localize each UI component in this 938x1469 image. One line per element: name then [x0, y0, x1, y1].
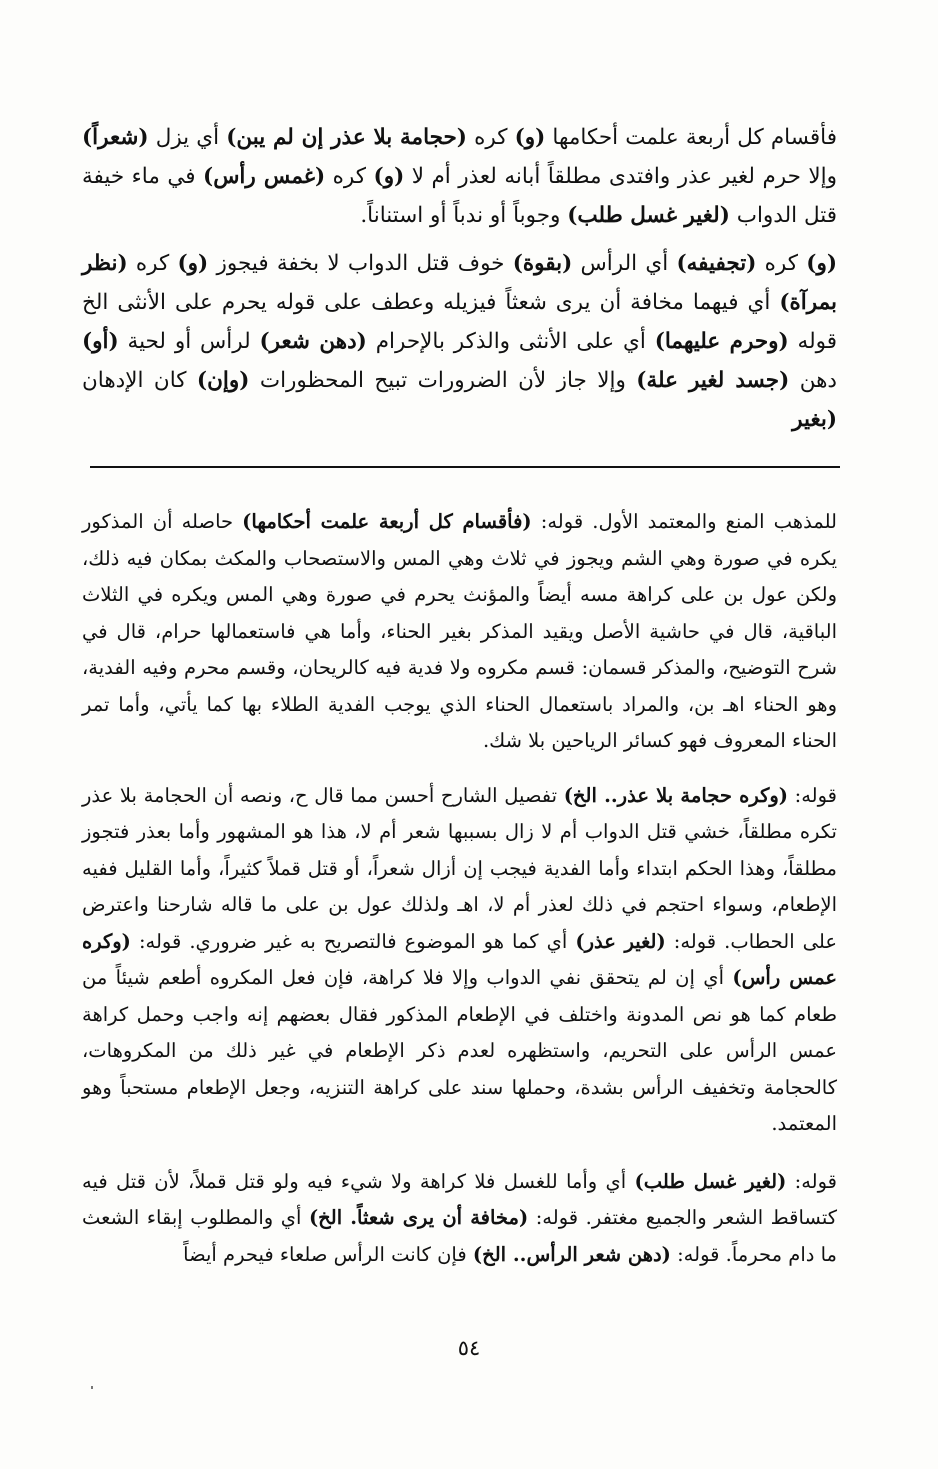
main-text — [82, 118, 837, 439]
bold-quote: (لغير عذر) — [575, 929, 666, 953]
commentary-paragraph-2 — [82, 778, 837, 1143]
text-run: في ماء خيفة قتل الدواب — [82, 164, 837, 228]
text-run: تفصيل الشارح أحسن مما قال ح، ونصه أن الحجامة بلا عذر تكره مطلقاً، خشي قتل الدواب أم لا زال بسببها شعر أم لا، هذا هو المشهور وأما بعذر فتجوز مطلقاً، وهذا الحكم ابتداء وأما الفدية فيجب إن أزال شعراً، أو قتل قملاً كثيراً، وأما القليل ففيه الإطعام، وسواء احتجم في ذلك لعذر أم لا، اهـ ولذلك عول بن على ما قاله شارحنا واعترض على الحطاب. قوله: — [82, 783, 837, 953]
bold-quote: (وإن) — [196, 368, 250, 393]
text-run: فأقسام كل أربعة علمت أحكامها — [545, 125, 837, 150]
text-run: وجوباً أو ندباً أو استناناً. — [360, 203, 568, 228]
text-run: قوله: — [786, 1169, 837, 1193]
bold-quote: (و) — [373, 164, 405, 189]
bold-quote: (و) — [177, 251, 209, 276]
text-run: خوف قتل الدواب لا بخفة فيجوز — [208, 251, 513, 276]
bold-quote: (وكره حجامة بلا عذر.. الخ) — [563, 783, 789, 807]
bold-quote: (نظر بمرآة) — [82, 251, 837, 315]
bold-quote: (و) — [806, 251, 837, 276]
bold-quote: (حجامة بلا عذر إن لم يبن) — [226, 125, 467, 150]
text-run: كره — [127, 251, 178, 276]
text-run: حاصله أن المذكور يكره في صورة وهي الشم ويجوز في ثلاث وهي المس والاستصحاب والمكث بمكان فيه ذلك، ولكن عول بن على كراهة مسه أيضاً والمؤنث يحرم في صورة وهي المس ويكره في الثلاث الباقية، قال في حاشية الأصل ويقيد المذكر بغير الحناء، وأما هي فاستعمالها حرام، قال في شرح التوضيح، والمذكر قسمان: قسم مكروه ولا فدية فيه كالريحان، وقسم محرم وفيه الفدية، وهو الحناء اهـ بن، والمراد باستعمال الحناء الذي يوجب الفدية الطلاء بها كما يأتي، وأما تمر الحناء المعروف فهو كسائر الرياحين بلا شك. — [82, 510, 837, 752]
text-run: للمذهب المنع والمعتمد الأول. قوله: — [531, 510, 837, 533]
bold-quote: (مخافة أن يرى شعثاً. الخ) — [308, 1206, 529, 1229]
text-run: وإلا جاز لأن الضرورات تبيح المحظورات — [249, 368, 637, 393]
bold-quote: (بغير — [792, 407, 837, 432]
text-run: كان الإدهان — [82, 368, 197, 393]
commentary-paragraph-3 — [82, 1164, 837, 1274]
text-run: وإلا حرم لغير عذر وافتدى مطلقاً أبانه لعذر أم لا — [404, 164, 838, 189]
bold-quote: (شعراً) — [82, 125, 149, 150]
text-run: أي فيهما مخافة أن يرى شعثاً فيزيله وعطف على قوله يحرم على الأنثى الخ قوله — [82, 290, 838, 354]
main-paragraph-1 — [82, 118, 837, 235]
bold-quote: (و) — [514, 125, 546, 150]
bold-quote: (وكره عمس رأس) — [82, 929, 837, 989]
scan-speck — [91, 1386, 93, 1389]
text-run: قوله: — [788, 783, 838, 807]
text-run: أي كما هو الموضوع فالتصريح به غير ضروري. قوله: — [130, 929, 576, 953]
bold-quote: (لغير غسل طلب) — [567, 203, 730, 228]
bold-quote: (غمس رأس) — [203, 164, 326, 189]
bold-quote: (جسد لغير علة) — [636, 368, 790, 393]
commentary-text — [82, 504, 837, 1273]
text-run: أي والمطلوب إبقاء الشعث ما دام محرماً. قوله: — [82, 1206, 837, 1266]
text-run: فإن كانت الرأس صلعاء فيحرم أيضاً — [183, 1242, 473, 1266]
text-run: كره — [466, 125, 515, 150]
text-run: أي الرأس — [572, 251, 677, 276]
page-number: ٥٤ — [457, 1336, 481, 1360]
text-run: أي يزل — [148, 125, 227, 150]
footnote-separator — [90, 466, 840, 468]
text-run: أي وأما للغسل فلا كراهة ولا شيء فيه ولو قتل قملاً، لأن قتل فيه كتساقط الشعر والجميع مغتفر. قوله: — [82, 1169, 837, 1229]
bold-quote: (فأقسام كل أربعة علمت أحكامها) — [242, 510, 532, 533]
bold-quote: (أو) — [82, 329, 119, 354]
text-run: دهن — [789, 368, 837, 393]
text-run: لرأس أو لحية — [118, 329, 260, 354]
text-run: كره — [756, 251, 807, 276]
text-run: أي على الأنثى والذكر بالإحرام — [366, 329, 655, 354]
bold-quote: (وحرم عليهما) — [654, 329, 789, 354]
bold-quote: (تجفيفه) — [676, 251, 757, 276]
bold-quote: (بقوة) — [512, 251, 573, 276]
commentary-paragraph-1 — [82, 504, 837, 760]
bold-quote: (دهن شعر الرأس.. الخ) — [472, 1242, 671, 1266]
bold-quote: (دهن شعر) — [259, 329, 367, 354]
bold-quote: (لغير غسل طلب) — [634, 1169, 787, 1193]
text-run: أي إن لم يتحقق نفي الدواب وإلا فلا كراهة، فإن فعل المكروه أطعم شيئاً من طعام كما هو نص المدونة واختلف في الإطعام المذكور فقال بعضهم إنه واجب وحمل كراهة عمس الرأس على التحريم، واستظهره لعدم ذكر الإطعام في غير ذلك من المكروهات، كالحجامة وتخفيف الرأس بشدة، وحملها سند على كراهة التنزيه، وجعل الإطعام مستحباً وهو المعتمد. — [82, 966, 837, 1135]
main-paragraph-2 — [82, 244, 837, 439]
text-run: كره — [325, 164, 374, 189]
